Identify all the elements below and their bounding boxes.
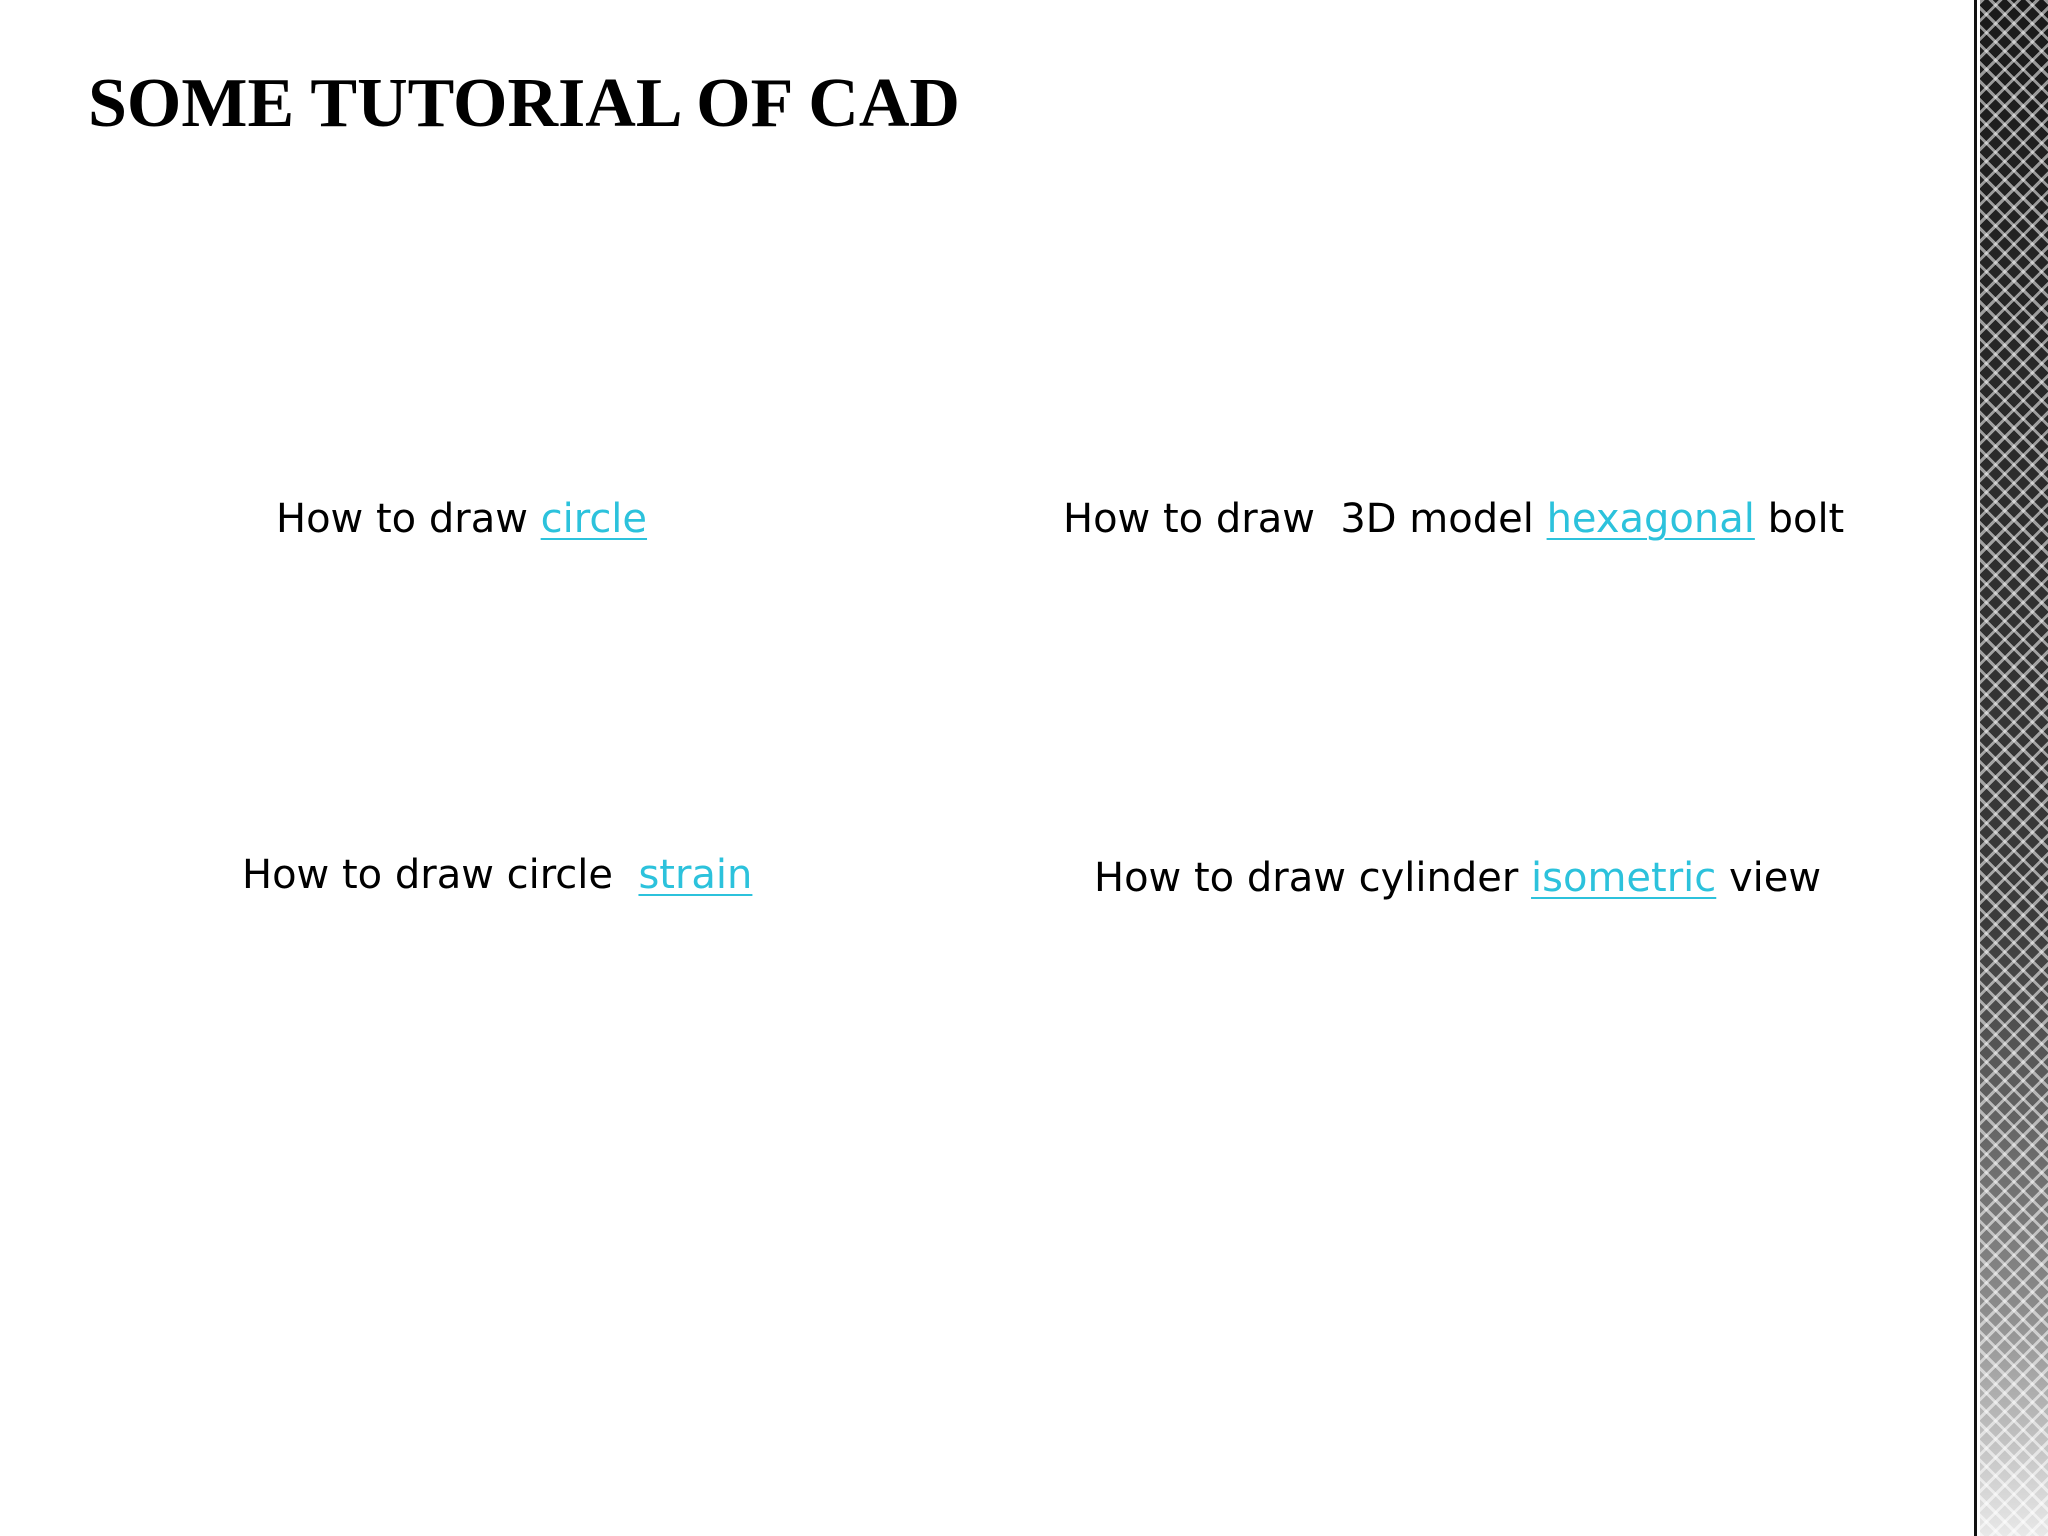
tutorial-strain-text: How to draw circle: [242, 852, 639, 898]
slide-title: SOME TUTORIAL OF CAD: [88, 65, 960, 142]
tutorial-bolt-suffix: bolt: [1754, 496, 1845, 542]
tutorial-circle-text: How to draw: [276, 496, 541, 542]
tutorial-cylinder-isometric: [1094, 851, 1821, 905]
tutorial-bolt-text: How to draw 3D model: [1063, 496, 1547, 542]
tutorial-hexagonal-bolt: [1063, 492, 1844, 546]
side-divider-line: [1974, 0, 1977, 1536]
tutorial-cylinder-text: How to draw cylinder: [1094, 855, 1532, 901]
hexagonal-link[interactable]: hexagonal: [1546, 496, 1755, 542]
tutorial-circle: [276, 492, 647, 546]
strain-link[interactable]: strain: [638, 852, 753, 898]
side-pattern-decoration: [1980, 0, 2048, 1536]
isometric-link[interactable]: isometric: [1531, 855, 1717, 901]
circle-link[interactable]: circle: [540, 496, 648, 542]
tutorial-cylinder-suffix: view: [1716, 855, 1822, 901]
tutorial-circle-strain: [242, 848, 752, 902]
